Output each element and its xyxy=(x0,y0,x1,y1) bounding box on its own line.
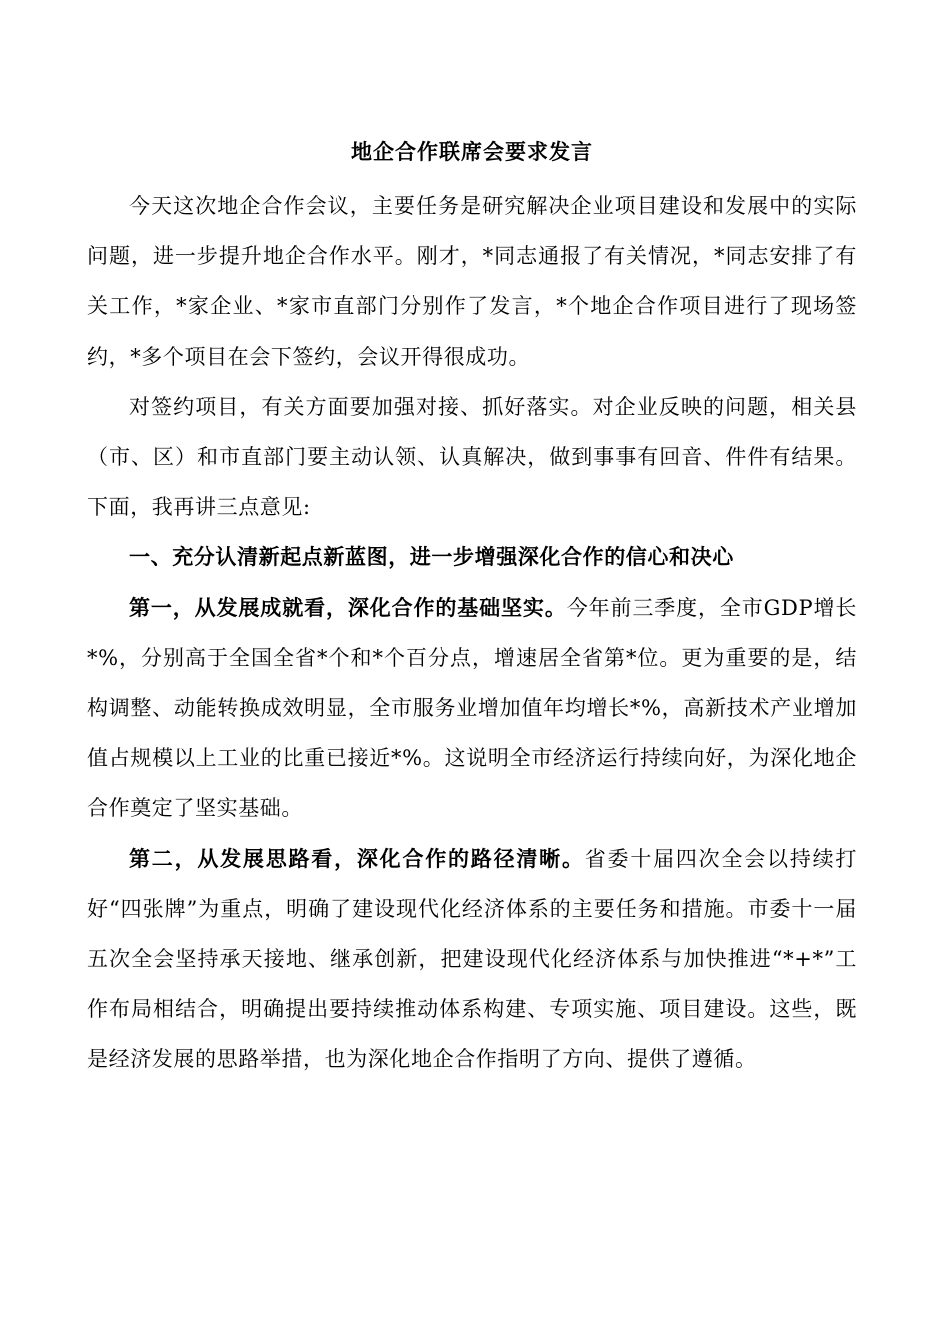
paragraph-achievements-body: 今年前三季度，全市GDP增长*%，分别高于全国全省*个和*个百分点，增速居全省第*位。更为重要的是，结构调整、动能转换成效明显，全市服务业增加值年均增长*%，高新技术产业增加值占规模以上工业的比重已接近*%。这说明全市经济运行持续向好，为深化地企合作奠定了坚实基础。 xyxy=(87,595,857,821)
paragraph-signing: 对签约项目，有关方面要加强对接、抓好落实。对企业反映的问题，相关县（市、区）和市直部门要主动认领、认真解决，做到事事有回音、件件有结果。下面，我再讲三点意见: xyxy=(87,394,857,520)
paragraph-achievements xyxy=(87,583,857,834)
paragraph-intro: 今天这次地企合作会议，主要任务是研究解决企业项目建设和发展中的实际问题，进一步提升地企合作水平。刚才，*同志通报了有关情况，*同志安排了有关工作，*家企业、*家市直部门分别作了发言，*个地企合作项目进行了现场签约，*多个项目在会下签约，会议开得很成功。 xyxy=(87,194,857,369)
paragraph-approach-body: 省委十届四次全会以持续打好“四张牌”为重点，明确了建设现代化经济体系的主要任务和措施。市委十一届五次全会坚持承天接地、继承创新，把建设现代化经济体系与加快推进“*+*”工作布局相结合，明确提出要持续推动体系构建、专项实施、项目建设。这些，既是经济发展的思路举措，也为深化地企合作指明了方向、提供了遵循。 xyxy=(87,846,858,1072)
document-page xyxy=(87,132,857,1085)
paragraph-approach-lead: 第二，从发展思路看，深化合作的路径清晰。 xyxy=(129,845,585,871)
paragraph-approach xyxy=(87,834,857,1085)
section-heading-1: 一、充分认清新起点新蓝图，进一步增强深化合作的信心和决心 xyxy=(129,544,734,570)
document-title: 地企合作联席会要求发言 xyxy=(351,139,593,164)
paragraph-achievements-lead: 第一，从发展成就看，深化合作的基础坚实。 xyxy=(129,594,567,620)
